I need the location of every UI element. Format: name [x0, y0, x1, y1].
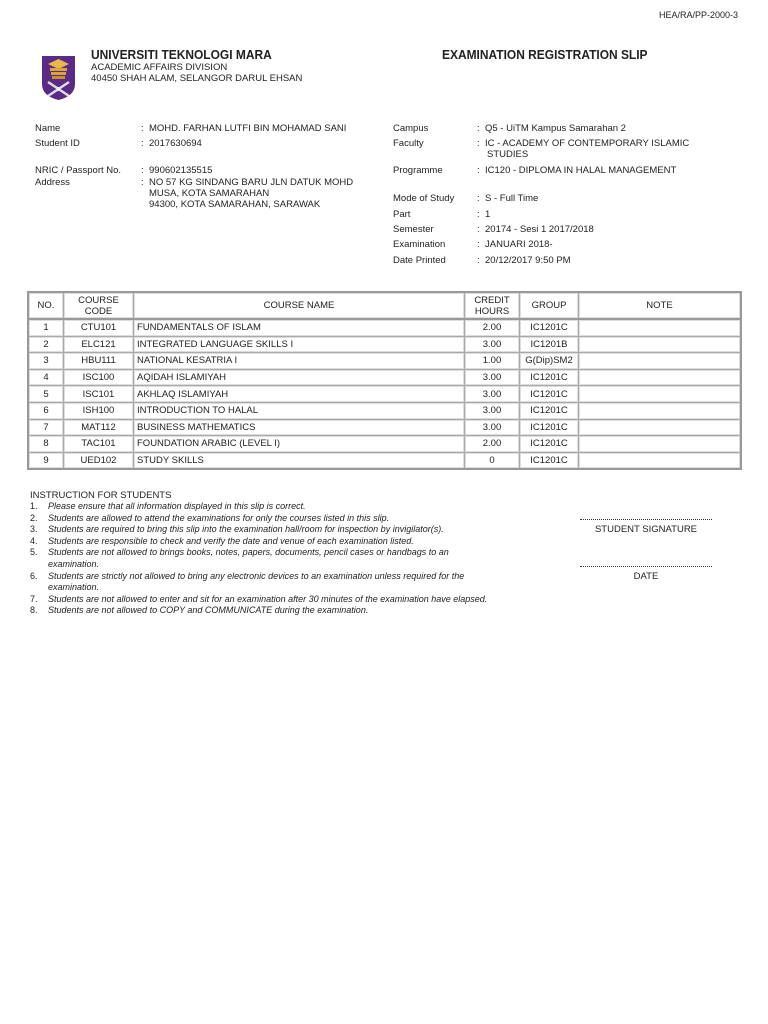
instruction-item [30, 536, 414, 546]
col-credit-hours [465, 292, 520, 319]
course-code: CTU101 [64, 319, 134, 336]
table-row [28, 336, 741, 353]
nric-value: 990602135515 [149, 165, 213, 176]
colon: : [477, 209, 480, 220]
course-name: NATIONAL KESATRIA I [134, 353, 465, 370]
date-label: DATE [633, 571, 659, 582]
group: IC1201C [520, 436, 579, 453]
credit-hours: 2.00 [465, 319, 520, 336]
group: IC1201C [520, 319, 579, 336]
table-header [28, 292, 741, 319]
header-text: HOURS [474, 305, 510, 317]
credit-hours: 0 [465, 452, 520, 469]
name-label: Name [35, 123, 61, 134]
course-name: STUDY SKILLS [134, 452, 465, 469]
table-row [28, 436, 741, 453]
credit-hours: 1.00 [465, 353, 520, 370]
course-code: HBU111 [64, 353, 134, 370]
col-no: NO. [28, 292, 64, 319]
instruction-text: Please ensure that all information displayed in this slip is correct. [48, 501, 306, 511]
colon: : [477, 239, 480, 250]
date-line [580, 566, 712, 567]
document-title: EXAMINATION REGISTRATION SLIP [442, 47, 648, 62]
group: IC1201B [520, 336, 579, 353]
instruction-item [30, 501, 306, 511]
date-printed-label: Date Printed [393, 255, 446, 266]
instruction-item [30, 547, 449, 557]
course-name: AQIDAH ISLAMIYAH [134, 369, 465, 386]
course-code: TAC101 [64, 436, 134, 453]
programme-label: Programme [393, 165, 443, 176]
row-no: 8 [28, 436, 64, 453]
faculty-value: IC - ACADEMY OF CONTEMPORARY ISLAMIC [485, 138, 690, 149]
campus-label: Campus [393, 123, 429, 134]
part-label: Part [393, 209, 411, 220]
instruction-number: 3. [30, 524, 38, 535]
address-label: Address [35, 177, 70, 188]
note [579, 436, 742, 453]
credit-hours: 3.00 [465, 336, 520, 353]
faculty-value-line2: STUDIES [487, 149, 529, 160]
programme-value: IC120 - DIPLOMA IN HALAL MANAGEMENT [485, 165, 677, 176]
row-no: 5 [28, 386, 64, 403]
col-course-code [64, 292, 134, 319]
instruction-text: Students are strictly not allowed to bring any electronic devices to an examination unless required for the [48, 570, 465, 581]
signature-line [580, 519, 712, 520]
mode-value: S - Full Time [485, 193, 539, 204]
credit-hours: 3.00 [465, 419, 520, 436]
university-address: 40450 SHAH ALAM, SELANGOR DARUL EHSAN [91, 73, 303, 84]
faculty-label: Faculty [393, 138, 424, 149]
course-name: INTEGRATED LANGUAGE SKILLS I [134, 336, 465, 353]
table-row [28, 369, 741, 386]
address-line: NO 57 KG SINDANG BARU JLN DATUK MOHD [149, 177, 354, 188]
address-line: 94300, KOTA SAMARAHAN, SARAWAK [149, 199, 321, 210]
exam-label: Examination [393, 239, 446, 250]
instruction-text: Students are not allowed to enter and sit for an examination after 30 minutes of the examination have elapsed. [48, 593, 488, 604]
colon: : [477, 138, 480, 149]
colon: : [477, 165, 480, 176]
row-no: 2 [28, 336, 64, 353]
instruction-text: Students are not allowed to brings books, notes, papers, documents, pencil cases or handbags to an [48, 547, 449, 558]
table-row [28, 319, 741, 336]
course-code: ELC121 [64, 336, 134, 353]
col-note: NOTE [579, 292, 742, 319]
note [579, 369, 742, 386]
row-no: 9 [28, 452, 64, 469]
row-no: 4 [28, 369, 64, 386]
note [579, 452, 742, 469]
colon: : [477, 123, 480, 134]
row-no: 3 [28, 353, 64, 370]
group: IC1201C [520, 369, 579, 386]
table-row [28, 402, 741, 419]
instruction-number: 7. [30, 593, 38, 604]
instruction-text: Students are responsible to check and verify the date and venue of each examination listed. [48, 535, 414, 546]
table-row [28, 419, 741, 436]
note [579, 402, 742, 419]
credit-hours: 2.00 [465, 436, 520, 453]
group: IC1201C [520, 452, 579, 469]
col-group: GROUP [520, 292, 579, 319]
note [579, 319, 742, 336]
note [579, 336, 742, 353]
course-name: FOUNDATION ARABIC (LEVEL I) [134, 436, 465, 453]
credit-hours: 3.00 [465, 402, 520, 419]
instruction-number: 6. [30, 570, 38, 581]
header-text: CREDIT [474, 294, 510, 306]
address-line: MUSA, KOTA SAMARAHAN [149, 188, 270, 199]
student-id-label: Student ID [35, 138, 80, 149]
table-row [28, 353, 741, 370]
instruction-number: 8. [30, 605, 38, 616]
instruction-number: 1. [30, 501, 38, 511]
colon: : [141, 177, 144, 188]
instruction-item [48, 559, 99, 569]
row-no: 6 [28, 402, 64, 419]
col-course-name: COURSE NAME [134, 292, 465, 319]
instruction-item [30, 513, 389, 523]
credit-hours: 3.00 [465, 369, 520, 386]
colon: : [477, 255, 480, 266]
instruction-text: Students are allowed to attend the examinations for only the courses listed in this slip. [48, 512, 390, 523]
instruction-number: 2. [30, 512, 38, 523]
group: G(Dip)SM2 [520, 353, 579, 370]
note [579, 386, 742, 403]
table-row [28, 386, 741, 403]
group: IC1201C [520, 386, 579, 403]
course-table [27, 291, 742, 470]
instruction-text: Students are required to bring this slip into the examination hall/room for inspection by invigilator(s). [48, 524, 444, 535]
campus-value: Q5 - UiTM Kampus Samarahan 2 [485, 123, 626, 134]
course-code: ISH100 [64, 402, 134, 419]
student-signature-label: STUDENT SIGNATURE [594, 524, 698, 535]
course-code: ISC101 [64, 386, 134, 403]
instruction-item [30, 605, 368, 615]
instruction-text: examination. [48, 559, 100, 569]
course-code: UED102 [64, 452, 134, 469]
part-value: 1 [485, 209, 491, 220]
instruction-number: 4. [30, 535, 38, 546]
student-id-value: 2017630694 [149, 138, 202, 149]
colon: : [477, 224, 480, 235]
colon: : [141, 123, 144, 134]
table-row [28, 452, 741, 469]
course-name: INTRODUCTION TO HALAL [134, 402, 465, 419]
instruction-item [30, 524, 444, 534]
course-code: MAT112 [64, 419, 134, 436]
header-text: CODE [84, 305, 113, 317]
mode-label: Mode of Study [393, 193, 455, 204]
date-printed-value: 20/12/2017 9:50 PM [485, 255, 571, 266]
semester-value: 20174 - Sesi 1 2017/2018 [485, 224, 594, 235]
instructions-heading: INSTRUCTION FOR STUDENTS [30, 490, 172, 501]
row-no: 1 [28, 319, 64, 336]
colon: : [477, 193, 480, 204]
instruction-item [48, 582, 99, 592]
division-name: ACADEMIC AFFAIRS DIVISION [91, 62, 228, 73]
colon: : [141, 165, 144, 176]
header-text: COURSE [78, 294, 119, 306]
note [579, 353, 742, 370]
course-name: AKHLAQ ISLAMIYAH [134, 386, 465, 403]
course-name: BUSINESS MATHEMATICS [134, 419, 465, 436]
row-no: 7 [28, 419, 64, 436]
instruction-number: 5. [30, 547, 38, 558]
form-reference: HEA/RA/PP-2000-3 [658, 10, 738, 20]
exam-value: JANUARI 2018- [485, 239, 553, 250]
semester-label: Semester [393, 224, 434, 235]
credit-hours: 3.00 [465, 386, 520, 403]
group: IC1201C [520, 419, 579, 436]
colon: : [141, 138, 144, 149]
university-name: UNIVERSITI TEKNOLOGI MARA [91, 47, 272, 62]
name-value: MOHD. FARHAN LUTFI BIN MOHAMAD SANI [149, 123, 347, 134]
university-logo [40, 54, 77, 104]
instruction-text: examination. [48, 582, 100, 593]
nric-label: NRIC / Passport No. [35, 165, 122, 176]
note [579, 419, 742, 436]
instruction-text: Students are not allowed to COPY and COMMUNICATE during the examination. [48, 605, 369, 616]
course-name: FUNDAMENTALS OF ISLAM [134, 319, 465, 336]
instruction-item [30, 571, 464, 581]
instruction-item [30, 594, 487, 604]
group: IC1201C [520, 402, 579, 419]
course-code: ISC100 [64, 369, 134, 386]
